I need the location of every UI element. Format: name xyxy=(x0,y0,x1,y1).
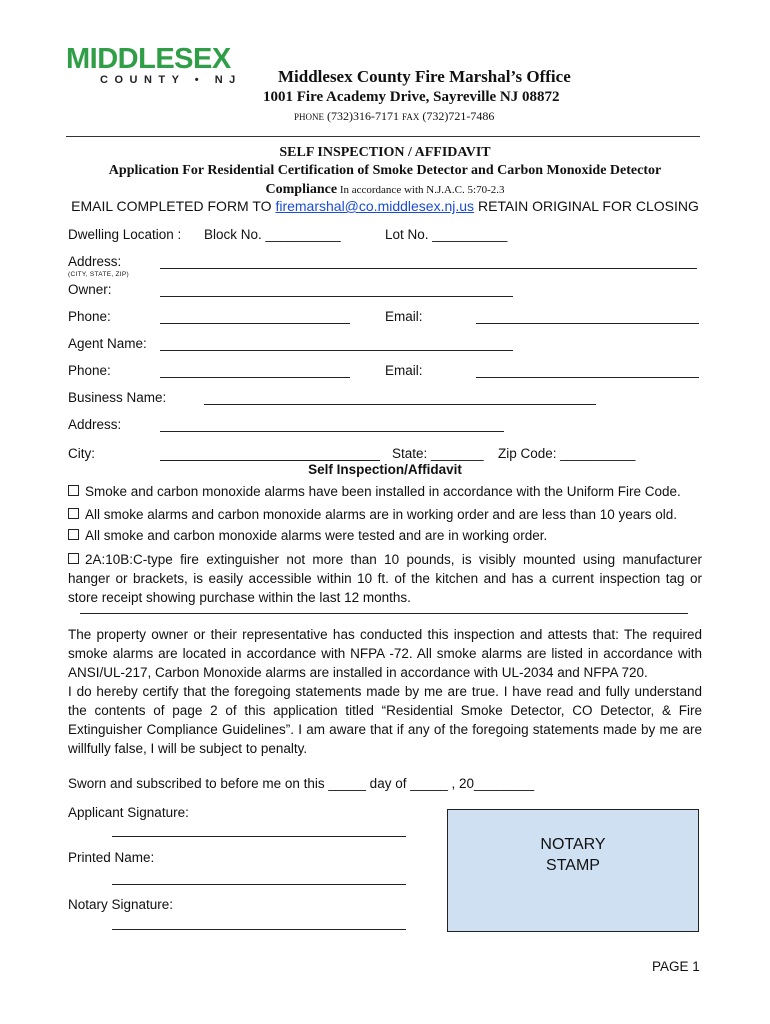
business-field[interactable] xyxy=(204,404,596,405)
checkbox-line-3 xyxy=(68,528,547,543)
fax-label: FAX xyxy=(402,112,420,122)
email-label-1: Email: xyxy=(385,309,423,324)
phone-label-1: Phone: xyxy=(68,309,111,324)
printed-name-field[interactable] xyxy=(112,884,406,885)
email-label-2: Email: xyxy=(385,363,423,378)
phone-label-2: Phone: xyxy=(68,363,111,378)
address-label-2: Address: xyxy=(68,417,122,432)
email-field-2[interactable] xyxy=(476,377,699,378)
notary-stamp-box xyxy=(447,809,699,932)
notary-signature-field[interactable] xyxy=(112,929,406,930)
attest-paragraph-1: The property owner or their representative has conducted this inspection and attests that: The required smoke alarms are located in accordance with NFPA -72. All smoke alarms are listed in accordance with ANSI/UL-217, Carbon Monoxide alarms are installed in accordance with UL-2034 and NFPA 720. xyxy=(68,627,702,680)
block-field[interactable]: Block No. __________ xyxy=(204,227,341,242)
logo-name: MIDDLESEX xyxy=(66,43,231,75)
city-label: City: xyxy=(68,446,95,461)
address-hint: (CITY, STATE, ZIP) xyxy=(68,271,130,278)
form-subtitle: Application For Residential Certification of Smoke Detector and Carbon Monoxide Detector xyxy=(108,163,662,178)
form-title: SELF INSPECTION / AFFIDAVIT xyxy=(279,145,491,160)
phone-field-1[interactable] xyxy=(160,323,350,324)
checkbox-3[interactable] xyxy=(68,529,79,540)
attest-paragraph-2: I do hereby certify that the foregoing statements made by me are true. I have read and fully understand the contents of page 2 of this application titled “Residential Smoke Detector, CO Detector, & Fire Extinguisher Compliance Guidelines”. I am aware that if any of the foregoing statements made by me are willfully false, I will be subject to penalty. xyxy=(68,684,702,756)
check-text-3: All smoke and carbon monoxide alarms were tested and are in working order. xyxy=(85,528,548,543)
form-compliance-line xyxy=(0,182,770,198)
email-suffix: RETAIN ORIGINAL FOR CLOSING xyxy=(474,198,699,214)
office-phone-fax xyxy=(294,109,494,124)
notary-signature-label: Notary Signature: xyxy=(68,897,174,912)
email-link[interactable]: firemarshal@co.middlesex.nj.us xyxy=(275,198,475,214)
section-title: Self Inspection/Affidavit xyxy=(308,462,462,477)
email-field-1[interactable] xyxy=(476,323,699,324)
stamp-line-2: STAMP xyxy=(546,857,600,874)
page-number: PAGE 1 xyxy=(652,959,700,974)
checkbox-line-2 xyxy=(68,507,677,522)
notary-stamp-text xyxy=(448,834,698,876)
checkbox-4[interactable] xyxy=(68,553,79,564)
dwelling-label: Dwelling Location : xyxy=(68,227,182,242)
sworn-line[interactable]: Sworn and subscribed to before me on this _____ day of _____ , 20________ xyxy=(68,776,535,791)
office-address: 1001 Fire Academy Drive, Sayreville NJ 08872 xyxy=(263,89,560,105)
email-instruction xyxy=(0,198,770,214)
compliance-word: Compliance xyxy=(265,182,338,197)
office-name: Middlesex County Fire Marshal’s Office xyxy=(278,67,571,86)
business-label: Business Name: xyxy=(68,390,167,405)
agent-field[interactable] xyxy=(160,350,513,351)
owner-field[interactable] xyxy=(160,296,513,297)
zip-field[interactable]: Zip Code: __________ xyxy=(498,446,636,461)
phone-number: (732)316-7171 xyxy=(327,109,400,123)
checkbox-1[interactable] xyxy=(68,485,79,496)
phone-label: PHONE xyxy=(294,112,325,122)
checkbox-line-1 xyxy=(68,484,681,499)
section-divider xyxy=(80,613,688,614)
check-text-4: 2A:10B:C-type fire extinguisher not more than 10 pounds, is visibly mounted using manufacturer hanger or brackets, is easily accessible within 10 ft. of the kitchen and has a current inspection tag or store receipt showing purchase within the last 12 months. xyxy=(68,552,702,605)
compliance-reference: In accordance with N.J.A.C. 5:70-2.3 xyxy=(337,184,505,196)
checkbox-2[interactable] xyxy=(68,508,79,519)
fax-number: (732)721-7486 xyxy=(422,109,495,123)
state-field[interactable]: State: _______ xyxy=(392,446,484,461)
phone-field-2[interactable] xyxy=(160,377,350,378)
applicant-signature-field[interactable] xyxy=(112,836,406,837)
check-text-2: All smoke alarms and carbon monoxide alarms are in working order and are less than 10 years old. xyxy=(85,507,678,522)
address-field-2[interactable] xyxy=(160,431,504,432)
city-field[interactable] xyxy=(160,460,380,461)
header-rule xyxy=(66,136,700,137)
check-text-1: Smoke and carbon monoxide alarms have been installed in accordance with the Uniform Fire Code. xyxy=(85,484,681,499)
printed-name-label: Printed Name: xyxy=(68,850,155,865)
owner-label: Owner: xyxy=(68,282,112,297)
applicant-signature-label: Applicant Signature: xyxy=(68,805,189,820)
stamp-line-1: NOTARY xyxy=(540,836,606,853)
address-label: Address: xyxy=(68,254,122,269)
lot-field[interactable]: Lot No. __________ xyxy=(385,227,508,242)
logo-sub: COUNTY • NJ xyxy=(100,74,242,86)
middlesex-logo xyxy=(66,44,266,90)
checkbox-line-4 xyxy=(68,550,702,607)
agent-label: Agent Name: xyxy=(68,336,147,351)
address-field[interactable] xyxy=(160,268,697,269)
email-prefix: EMAIL COMPLETED FORM TO xyxy=(71,198,276,214)
